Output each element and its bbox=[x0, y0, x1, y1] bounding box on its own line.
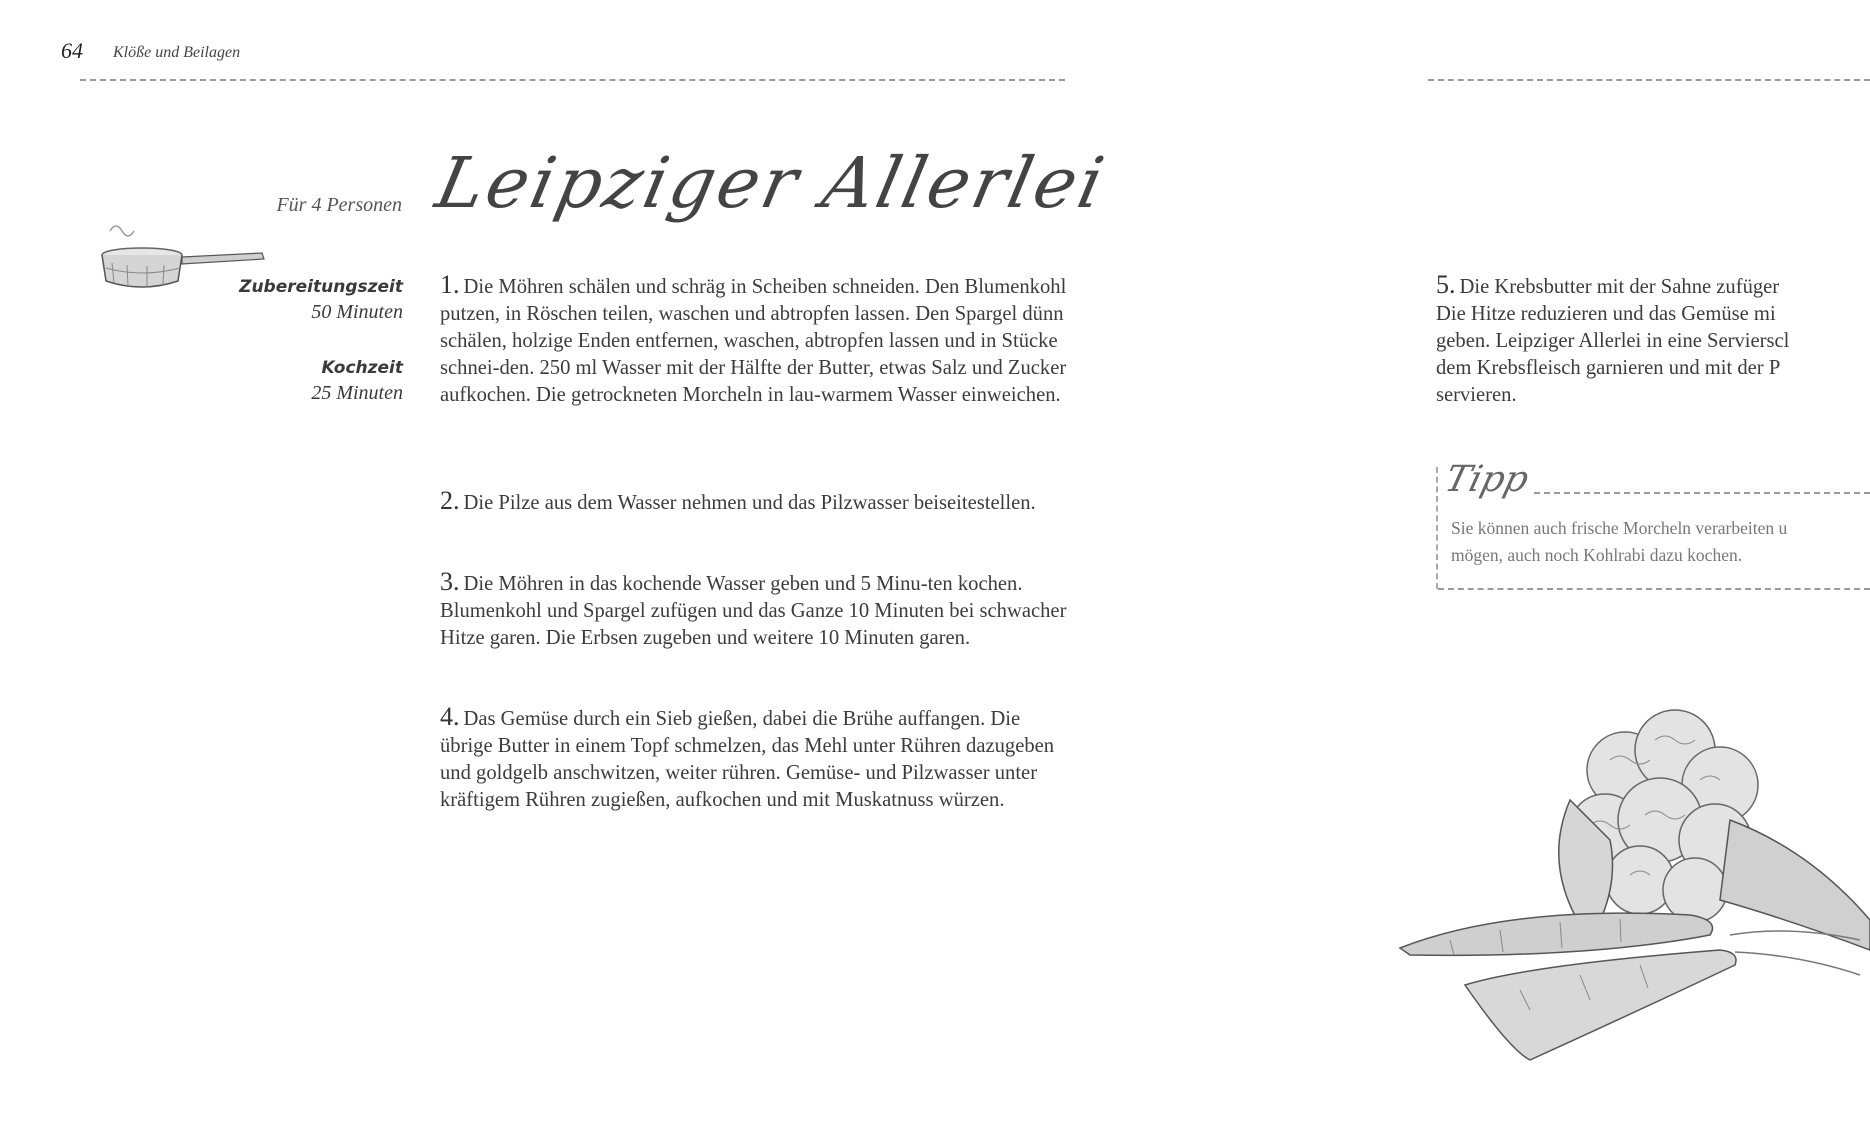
step-text: Die Pilze aus dem Wasser nehmen und das Pilzwasser beiseitestellen. bbox=[463, 492, 1036, 514]
step-number: 2. bbox=[440, 486, 460, 515]
step-5 bbox=[1436, 271, 1870, 409]
step-4 bbox=[440, 703, 1070, 814]
step-number: 5. bbox=[1436, 271, 1456, 299]
servings-label: Für 4 Personen bbox=[276, 194, 402, 216]
prep-time-label: Zubereitungszeit bbox=[239, 277, 403, 297]
cook-time-label: Kochzeit bbox=[321, 358, 403, 378]
step-text: Das Gemüse durch ein Sieb gießen, dabei die Brühe auffangen. Die übrige Butter in einem Topf schmelzen, das Mehl unter Rühren dazugeben und goldgelb anschwitzen, weiter rühren. Gemüse- und Pilzwasser unter kräftigem Rühren zugießen, aufkochen und mit Muskatnuss würzen. bbox=[440, 708, 1055, 811]
tip-text-line: mögen, auch noch Kohlrabi dazu kochen. bbox=[1451, 545, 1743, 565]
step-text-line: Die Hitze reduzieren und das Gemüse mi bbox=[1436, 303, 1776, 325]
section-title: Klöße und Beilagen bbox=[113, 44, 241, 61]
tip-rule-top bbox=[1534, 492, 1870, 494]
step-3 bbox=[440, 568, 1070, 652]
header-rule-right bbox=[1428, 79, 1870, 81]
cook-time-value: 25 Minuten bbox=[311, 382, 403, 404]
step-text: Die Möhren in das kochende Wasser geben und 5 Minu-ten kochen. Blumenkohl und Spargel zufügen und das Ganze 10 Minuten bei schwacher Hitze garen. Die Erbsen zugeben und weitere 10 Minuten garen. bbox=[440, 573, 1067, 649]
step-text-line: Die Krebsbutter mit der Sahne zufüger bbox=[1459, 276, 1780, 298]
vegetable-illustration bbox=[1390, 690, 1870, 1070]
tip-text-line: Sie können auch frische Morcheln verarbeiten u bbox=[1451, 518, 1788, 538]
step-number: 1. bbox=[440, 270, 460, 299]
tip-text bbox=[1451, 515, 1870, 569]
step-1 bbox=[440, 271, 1070, 409]
header-rule-left bbox=[80, 79, 1065, 81]
recipe-title: Leipziger Allerlei bbox=[429, 142, 1114, 224]
step-2 bbox=[440, 487, 1070, 517]
step-number: 3. bbox=[440, 567, 460, 596]
step-text: Die Möhren schälen und schräg in Scheiben schneiden. Den Blumenkohl putzen, in Röschen teilen, waschen und abtropfen lassen. Den Spargel dünn schälen, holzige Enden entfernen, waschen, abtropfen lassen und in Stücke schnei-den. 250 ml Wasser mit der Hälfte der Butter, etwas Salz und Zucker aufkochen. Die getrockneten Morcheln in lau-warmem Wasser einweichen. bbox=[440, 276, 1067, 406]
page-number: 64 bbox=[61, 38, 83, 63]
step-number: 4. bbox=[440, 702, 460, 731]
prep-time-value: 50 Minuten bbox=[311, 301, 403, 323]
tip-title: Tipp bbox=[1440, 459, 1533, 500]
step-text-line: geben. Leipziger Allerlei in eine Servierscl bbox=[1436, 330, 1790, 352]
step-text-line: dem Krebsfleisch garnieren und mit der P bbox=[1436, 357, 1781, 379]
step-text-line: servieren. bbox=[1436, 384, 1517, 406]
tip-rule-bottom bbox=[1438, 588, 1870, 590]
